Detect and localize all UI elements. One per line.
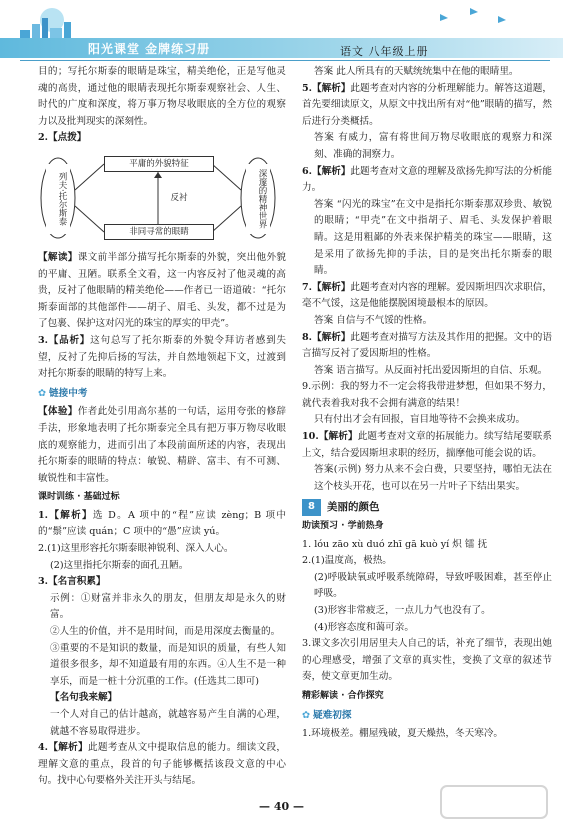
header-band	[0, 38, 563, 58]
lesson-heading	[302, 499, 552, 516]
subsection-heading: 课时训练 · 基础过标	[38, 492, 120, 503]
page-number: — 40 —	[259, 800, 304, 813]
diagram-left-label: 列夫·托尔斯泰	[46, 164, 70, 234]
answer-last: 1.环境极差。棚屋残破，夏天燥热，冬天寒冷。	[302, 728, 504, 740]
answer-y2a: 2.(1)温度高，极热。	[302, 555, 392, 567]
subject-grade: 语文 八年级上册	[340, 45, 429, 58]
answer-10: 10.【解析】此题考查对文章的拓展能力。续写结尾要联系上文，结合爱因斯坦求职的经历，揣摩他可能会说的话。	[302, 431, 552, 459]
exercise-2a: 2.(1)这里形容托尔斯泰眼神锐利、深入人心。	[38, 543, 234, 555]
exercise-2b: (2)这里指托尔斯泰的面孔丑陋。	[50, 559, 189, 571]
section-heading-difficulty: ✿ 疑难初探	[302, 708, 552, 725]
pinyin-answers: 1. lóu zāo xù duó zhī gā kuò yí 炽 镭 抚	[302, 538, 488, 550]
header-divider	[20, 60, 550, 61]
answer-5a: 答案 有威力，富有将世间万物尽收眼底的观察力和深刻、准确的洞察力。	[314, 132, 552, 160]
left-column	[38, 64, 286, 790]
answer-6: 6.【解析】此题考查对文意的理解及欲扬先抑写法的分析能力。	[302, 165, 553, 194]
answer-9a: 9.示例：我的努力不一定会将我带进梦想，但如果不努力，就代表着我对我不会拥有满意的结果！	[302, 381, 552, 409]
lesson-title: 美丽的颜色	[326, 501, 380, 514]
answer-y3: 3.课文多次引用居里夫人自己的话，补充了细节，表现出她的心理感受，增强了文章的真实性，变换了文章的叙述节奏，使文章更加生动。	[302, 638, 552, 683]
section-heading-link: ✿ 链接中考	[38, 386, 286, 403]
answer-paragraph: 目的；写托尔斯泰的眼睛是珠宝，精美绝伦，正是写他灵魂的高贵，通过他的眼睛表现托尔斯泰观察社会、人生、时代的广度和深度，将万事万物尽收眼底的全方位的观察力以及批判现实的深刻性。	[38, 66, 286, 127]
answer-7: 7.【解析】此题考查对内容的理解。爱因斯坦四次求职信，毫不气馁，这是他能摆脱困境最根本的原因。	[302, 281, 553, 310]
answer-10a: 答案(示例) 努力从来不会白费，只要坚持，哪怕无法在这个枝头开花，也可以在另一片叶子下结出果实。	[314, 464, 552, 492]
page-header	[0, 0, 563, 62]
experience-paragraph: 【体验】作者此处引用高尔基的一句话，运用夸张的修辞手法，形象地表明了托尔斯泰完全具有把万事万物尽收眼底的观察能力，进而引出了本段前面所述的内容，表现出托尔斯泰的眼睛的特点：敏锐、精辟、富丰、有不可测、敏锐性和丰富性。	[38, 406, 286, 484]
tag-label: 【解读】	[38, 251, 78, 263]
watermark-logo	[439, 782, 549, 822]
subsection-heading: 助读预习 · 学前热身	[302, 521, 384, 532]
diagram-middle-label: 反衬	[164, 190, 194, 207]
lesson-number: 8	[302, 499, 321, 516]
answer-y2b: (2)呼吸缺氧或呼吸系统障碍，导致呼吸困难，甚至停止呼吸。	[314, 571, 552, 600]
exercise-3b: ②人生的价值，并不是用时间，而是用深度去衡量的。	[50, 626, 281, 638]
answer-8a: 答案 语言描写。从反面衬托出爱因斯坦的自信、乐观。	[314, 364, 548, 376]
star-icon: ✿	[302, 709, 311, 721]
answer-4: 答案 此人所具有的天赋统统集中在他的眼睛里。	[314, 66, 519, 77]
diagram-right-label: 深邃的精神世界	[246, 164, 270, 234]
structure-diagram	[38, 150, 278, 246]
exercise-1: 1.【解析】选 D。A 项中的“程”应读 zèng；B 项中的“鬃”应读 quán；C 项中的“愚”应读 yú。	[38, 509, 287, 538]
series-title: 阳光课堂 金牌练习册	[88, 42, 211, 56]
exercise-4: 4.【解析】此题考查从文中提取信息的能力。细读文段，理解文意的重点，段首的句子能够概括该段文意的中心句。找中心句要格外关注开头与结尾。	[38, 742, 287, 787]
exercise-3c: ③重要的不是知识的数量，而是知识的质量，有些人知道很多很多，却不知道最有用的东西。④人生不是一种享乐，而是一桩十分沉重的工作。(任选其二即可)	[50, 642, 286, 687]
exercise-3e: 一个人对自己的估计越高，就越容易产生自满的心理，就越不容易取得进步。	[50, 709, 286, 737]
answer-7a: 答案 自信与不气馁的性格。	[314, 314, 433, 326]
diagram-bottom-box: 非同寻常的眼睛	[104, 224, 214, 240]
question-3: 3.【品析】这句总写了托尔斯泰的外貌令拜访者感到失望，反衬了先抑后扬的写法，并自然地领起下文，过渡到对托尔斯泰的眼睛的特写上来。	[38, 334, 287, 380]
subsection-heading: 精彩解读 · 合作探究	[302, 690, 384, 701]
answer-5: 5.【解析】此题考查对内容的分析理解能力。解答这道题，首先要细读原文，从原文中找出所有对“他”眼睛的描写，然后进行分类概括。	[302, 82, 553, 127]
answer-9b: 只有付出才会有回报，盲目地等待不会换来成功。	[314, 414, 526, 426]
exercise-3-label: 3.【名言积累】	[38, 576, 106, 588]
star-icon: ✿	[38, 387, 47, 399]
reading-analysis: 【解读】课文前半部分描写托尔斯泰的外貌，突出他外貌的平庸、丑陋。联系全文看，这一内容反衬了他灵魂的高贵，反衬了他眼睛的精美绝伦——作者已一语道破：“托尔斯泰面部的其他部件——胡子、眉毛、头发，都不过是为了包裹、保护这对闪光的珠宝的厚实的甲壳”。	[38, 251, 286, 330]
exercise-3d: 【名句我来解】	[50, 692, 118, 704]
answer-y2d: (4)形容态度和蔼可亲。	[314, 621, 414, 633]
exercise-3a: 示例：①财富并非永久的朋友，但朋友却是永久的财富。	[50, 592, 286, 621]
question-2-label: 2.【点拨】	[38, 132, 87, 144]
answer-8: 8.【解析】此题考查对描写方法及其作用的把握。文中的语言描写反衬了爱因斯坦的性格。	[302, 331, 553, 360]
right-column	[302, 64, 552, 743]
answer-y2c: (3)形容非常疲乏，一点儿力气也没有了。	[314, 605, 491, 616]
answer-6a: 答案 “闪光的珠宝”在文中是指托尔斯泰那双珍贵、敏锐的眼睛；“甲壳”在文中指胡子、眉毛、头发保护着眼睛。这是用粗鄙的外表来保护精美的珠宝——眼睛，这是采用了欲扬先抑的手法，目的是突出托尔斯泰的眼睛。	[314, 198, 552, 277]
diagram-top-box: 平庸的外貌特征	[104, 156, 214, 172]
